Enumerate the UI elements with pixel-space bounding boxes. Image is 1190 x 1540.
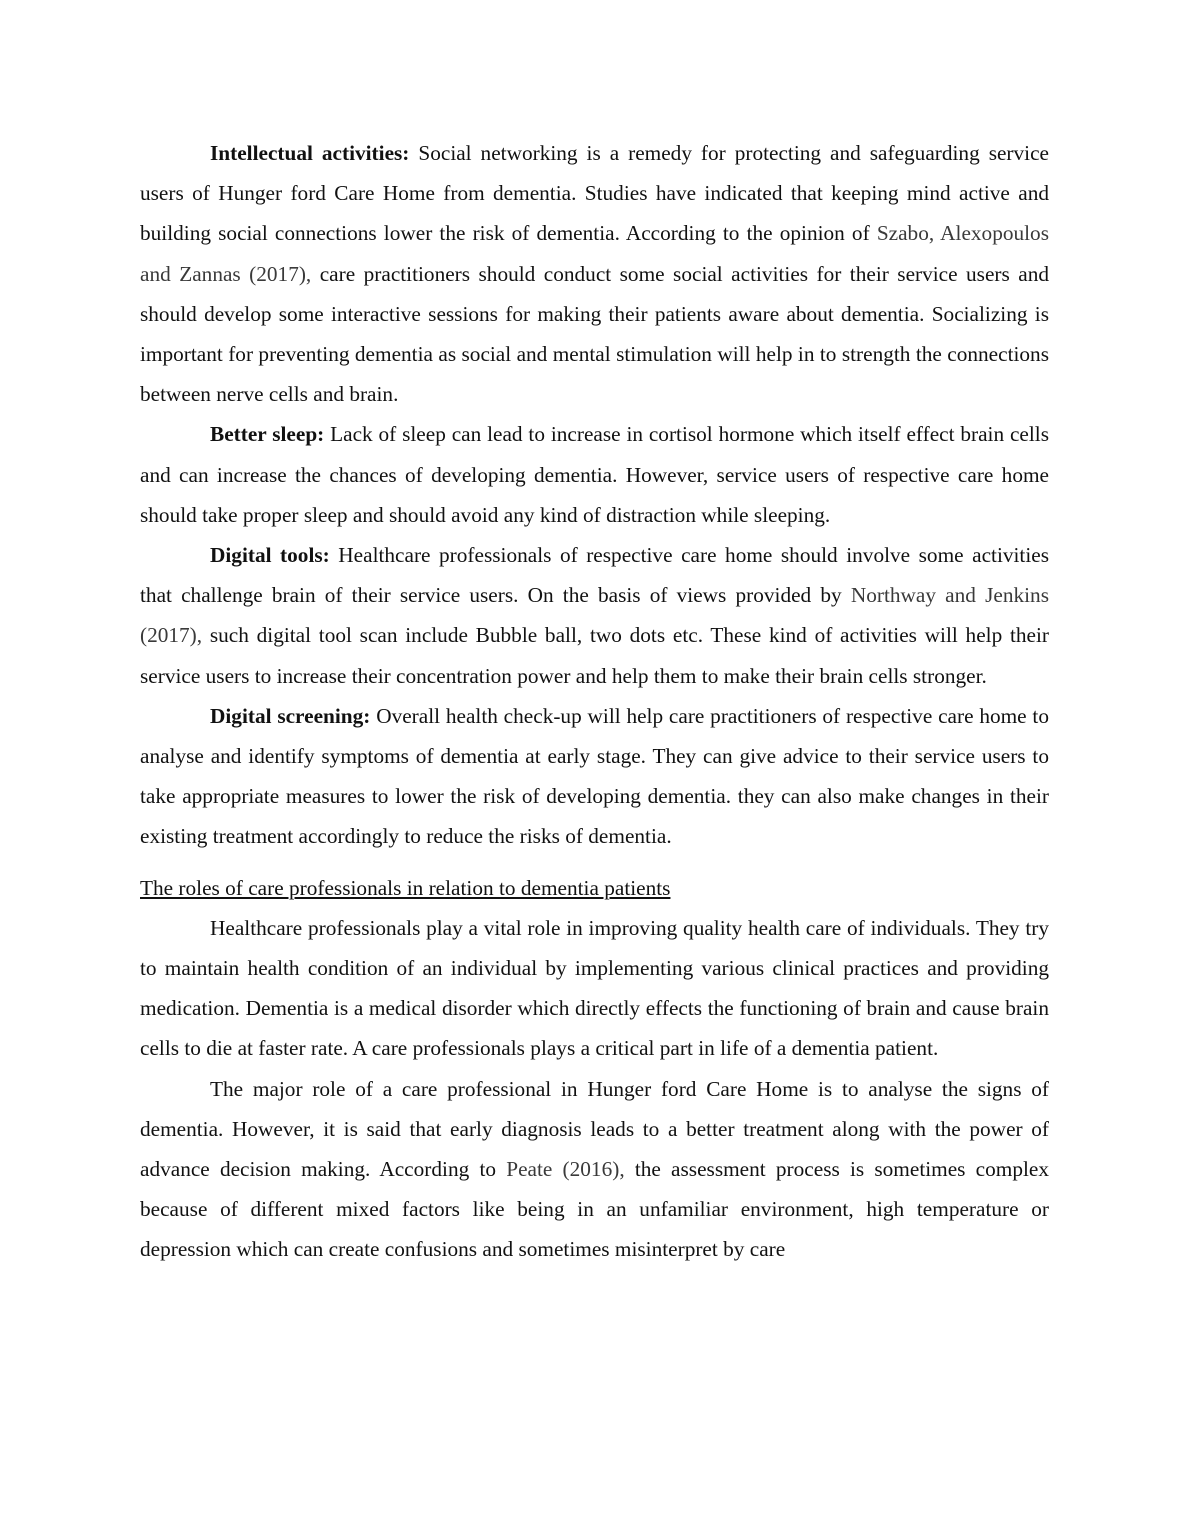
paragraph-text: Social networking is a remedy for protecting and safeguarding service users of Hunger ford Care Home from dementia. Studies have indicated that keeping mind active and building social connections lower the risk of dementia. According to the opinion of [140, 141, 1049, 246]
paragraph-better-sleep [140, 414, 1049, 535]
document-page [140, 133, 1049, 1270]
paragraph-text: the assessment process is sometimes complex because of different mixed factors like being in an unfamiliar environment, high temperature or depression which can create confusions and sometimes misinterpret by care [140, 1157, 1049, 1262]
paragraph-term: Better sleep: [210, 422, 325, 447]
paragraph-healthcare-professionals [140, 908, 1049, 1069]
paragraph-term: Digital screening: [210, 703, 371, 728]
paragraph-text: care practitioners should conduct some social activities for their service users and should develop some interactive sessions for making their patients aware about dementia. Socializing is important for preventing dementia as social and mental stimulation will help in to strength the connections between nerve cells and brain. [140, 261, 1050, 407]
paragraph-term: Intellectual activities: [210, 141, 410, 165]
paragraph-text: such digital tool scan include Bubble ball, two dots etc. These kind of activities will help their service users to increase their concentration power and help them to make their brain cells stronger. [140, 623, 1049, 688]
citation: Northway and Jenkins (2017), [140, 583, 1049, 648]
paragraph-text: Healthcare professionals of respective care home should involve some activities that challenge brain of their service users. On the basis of views provided by [140, 543, 1050, 608]
paragraph-digital-tools [140, 535, 1049, 696]
paragraph-term: Digital tools: [210, 543, 330, 568]
paragraph-text: Overall health check-up will help care practitioners of respective care home to analyse and identify symptoms of dementia at early stage. They can give advice to their service users to take appropriate measures to lower the risk of developing dementia. they can also make changes in their existing treatment accordingly to reduce the risks of dementia. [140, 703, 1049, 849]
paragraph-text: Healthcare professionals play a vital role in improving quality health care of individuals. They try to maintain health condition of an individual by implementing various clinical practices and providing medication. Dementia is a medical disorder which directly effects the functioning of brain and cause brain cells to die at faster rate. A care professionals plays a critical part in life of a dementia patient. [140, 915, 1049, 1061]
paragraph-text: The major role of a care professional in Hunger ford Care Home is to analyse the signs of dementia. However, it is said that early diagnosis leads to a better treatment along with the power of advance decision making. According to [140, 1076, 1049, 1182]
paragraph-digital-screening [140, 696, 1049, 857]
paragraph-text: Lack of sleep can lead to increase in cortisol hormone which itself effect brain cells and can increase the chances of developing dementia. However, service users of respective care home should take proper sleep and should avoid any kind of distraction while sleeping. [140, 422, 1049, 527]
citation: Szabo, Alexopoulos and Zannas (2017), [140, 221, 1049, 286]
paragraph-intellectual-activities [140, 133, 1049, 414]
paragraph-major-role [140, 1069, 1049, 1270]
citation: Peate (2016), [506, 1157, 625, 1182]
section-heading: The roles of care professionals in relation to dementia patients [140, 875, 671, 900]
